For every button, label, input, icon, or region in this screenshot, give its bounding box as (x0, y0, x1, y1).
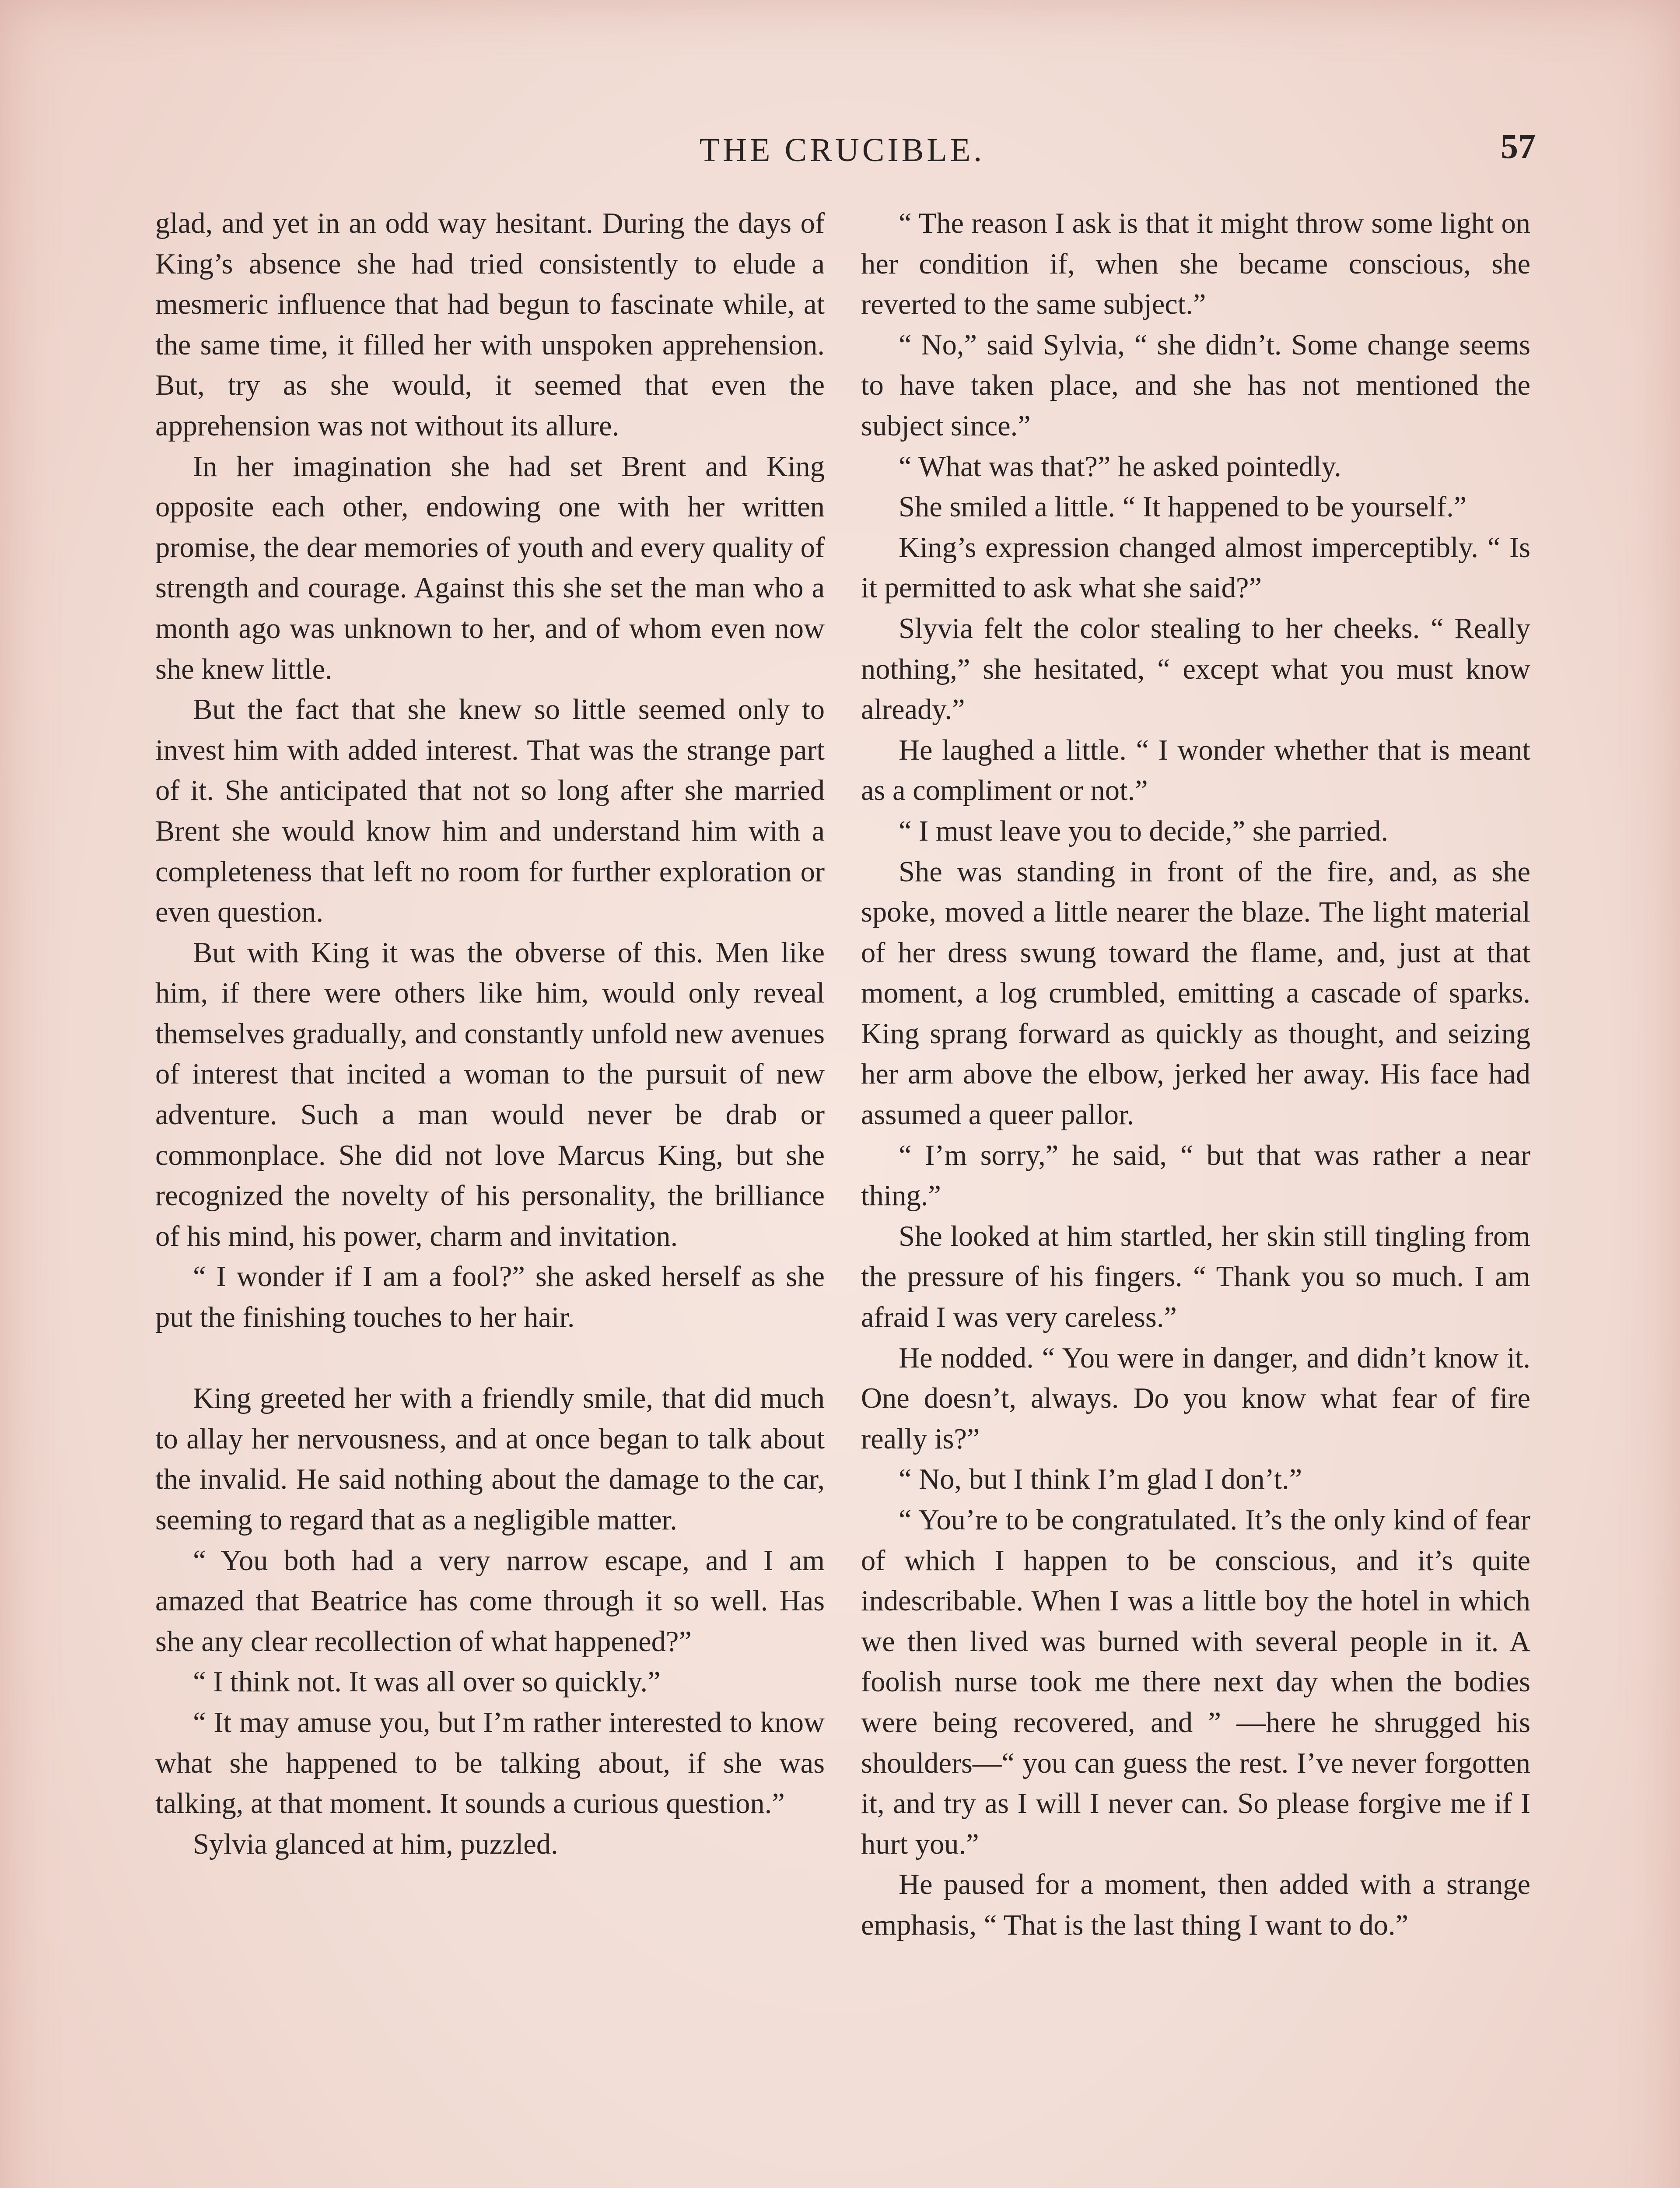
paragraph: He nodded. “ You were in danger, and didn’t know it. One doesn’t, always. Do you know what fear of fire really is?” (861, 1342, 1530, 1455)
paragraph: She smiled a little. “ It happened to be yourself.” (899, 491, 1467, 523)
page-header (149, 127, 1536, 179)
paragraph: “ No, but I think I’m glad I don’t.” (899, 1463, 1302, 1496)
paragraph: But with King it was the obverse of this. Men like him, if there were others like him, would only reveal themselves gradually, and constantly unfold new avenues of interest that incited a woman to the pursuit of new adventure. Such a man would never be drab or commonplace. She did not love Marcus King, but she recognized the novelty of his personality, the brilliance of his mind, his power, charm and invitation. (155, 936, 825, 1252)
paragraph: In her imagination she had set Brent and King opposite each other, endowing one with her written promise, the dear memories of youth and every quality of strength and courage. Against this she set the man who a month ago was unknown to her, and of whom even now she knew little. (155, 450, 825, 685)
paragraph: Sylvia glanced at him, puzzled. (193, 1828, 558, 1860)
paragraph: King’s expression changed almost imperceptibly. “ Is it permitted to ask what she said?” (861, 531, 1530, 604)
paragraph: “ I must leave you to decide,” she parried. (899, 815, 1388, 847)
paragraph: She looked at him startled, her skin still tingling from the pressure of his fingers. “ Thank you so much. I am afraid I was very careless.” (861, 1220, 1530, 1334)
paragraph: “ You’re to be congratulated. It’s the only kind of fear of which I happen to be conscious, and it’s quite indescribable. When I was a little boy the hotel in which we then lived was burned with several people in it. A foolish nurse took me there next day when the bodies were being recovered, and ” —here he shrugged his shoulders—“ you can guess the rest. I’ve never forgotten it, and try as I will I never can. So please forgive me if I hurt you.” (861, 1504, 1530, 1860)
paragraph: “ The reason I ask is that it might throw some light on her condition if, when she became conscious, she reverted to the same subject.” (861, 207, 1530, 321)
paragraph: “ It may amuse you, but I’m rather interested to know what she happened to be talking about, if she was talking, at that moment. It sounds a curious question.” (155, 1706, 825, 1820)
paragraph: “ You both had a very narrow escape, and I am amazed that Beatrice has come through it so well. Has she any clear recollection of what happened?” (155, 1544, 825, 1658)
paragraph: But the fact that she knew so little seemed only to invest him with added interest. That was the strange part of it. She anticipated that not so long after she married Brent she would know him and understand him with a completeness that left no room for further exploration or even question. (155, 694, 825, 929)
paragraph: He laughed a little. “ I wonder whether that is meant as a compliment or not.” (861, 734, 1530, 807)
paragraph: “ I wonder if I am a fool?” she asked herself as she put the finishing touches to her hair. (155, 1261, 825, 1334)
paragraph: King greeted her with a friendly smile, that did much to allay her nervousness, and at once began to talk about the invalid. He said nothing about the damage to the car, seeming to regard that as a negligible matter. (155, 1382, 825, 1536)
paragraph: Slyvia felt the color stealing to her cheeks. “ Really nothing,” she hesitated, “ except what you must know already.” (861, 612, 1530, 726)
paragraph: She was standing in front of the fire, and, as she spoke, moved a little nearer the blaze. The light material of her dress swung toward the flame, and, just at that moment, a log crumbled, emitting a cascade of sparks. King sprang forward as quickly as thought, and seizing her arm above the elbow, jerked her away. His face had assumed a queer pallor. (861, 856, 1530, 1131)
running-title: THE CRUCIBLE. (699, 132, 985, 168)
page-number: 57 (1501, 127, 1536, 166)
section-break (155, 1338, 825, 1379)
paragraph: glad, and yet in an odd way hesitant. During the days of King’s absence she had tried consistently to elude a mesmeric influence that had begun to fascinate while, at the same time, it filled her with unspoken apprehension. But, try as she would, it seemed that even the apprehension was not without its allure. (155, 207, 825, 442)
left-text-column (155, 203, 825, 1865)
paragraph: “ No,” said Sylvia, “ she didn’t. Some change seems to have taken place, and she has not mentioned the subject since.” (861, 329, 1530, 442)
paragraph: “ I think not. It was all over so quickly.” (193, 1666, 661, 1698)
paragraph: “ I’m sorry,” he said, “ but that was rather a near thing.” (861, 1139, 1530, 1212)
paragraph: He paused for a moment, then added with a strange emphasis, “ That is the last thing I want to do.” (861, 1869, 1530, 1941)
paragraph: “ What was that?” he asked pointedly. (899, 450, 1341, 483)
right-text-column (861, 203, 1530, 1946)
